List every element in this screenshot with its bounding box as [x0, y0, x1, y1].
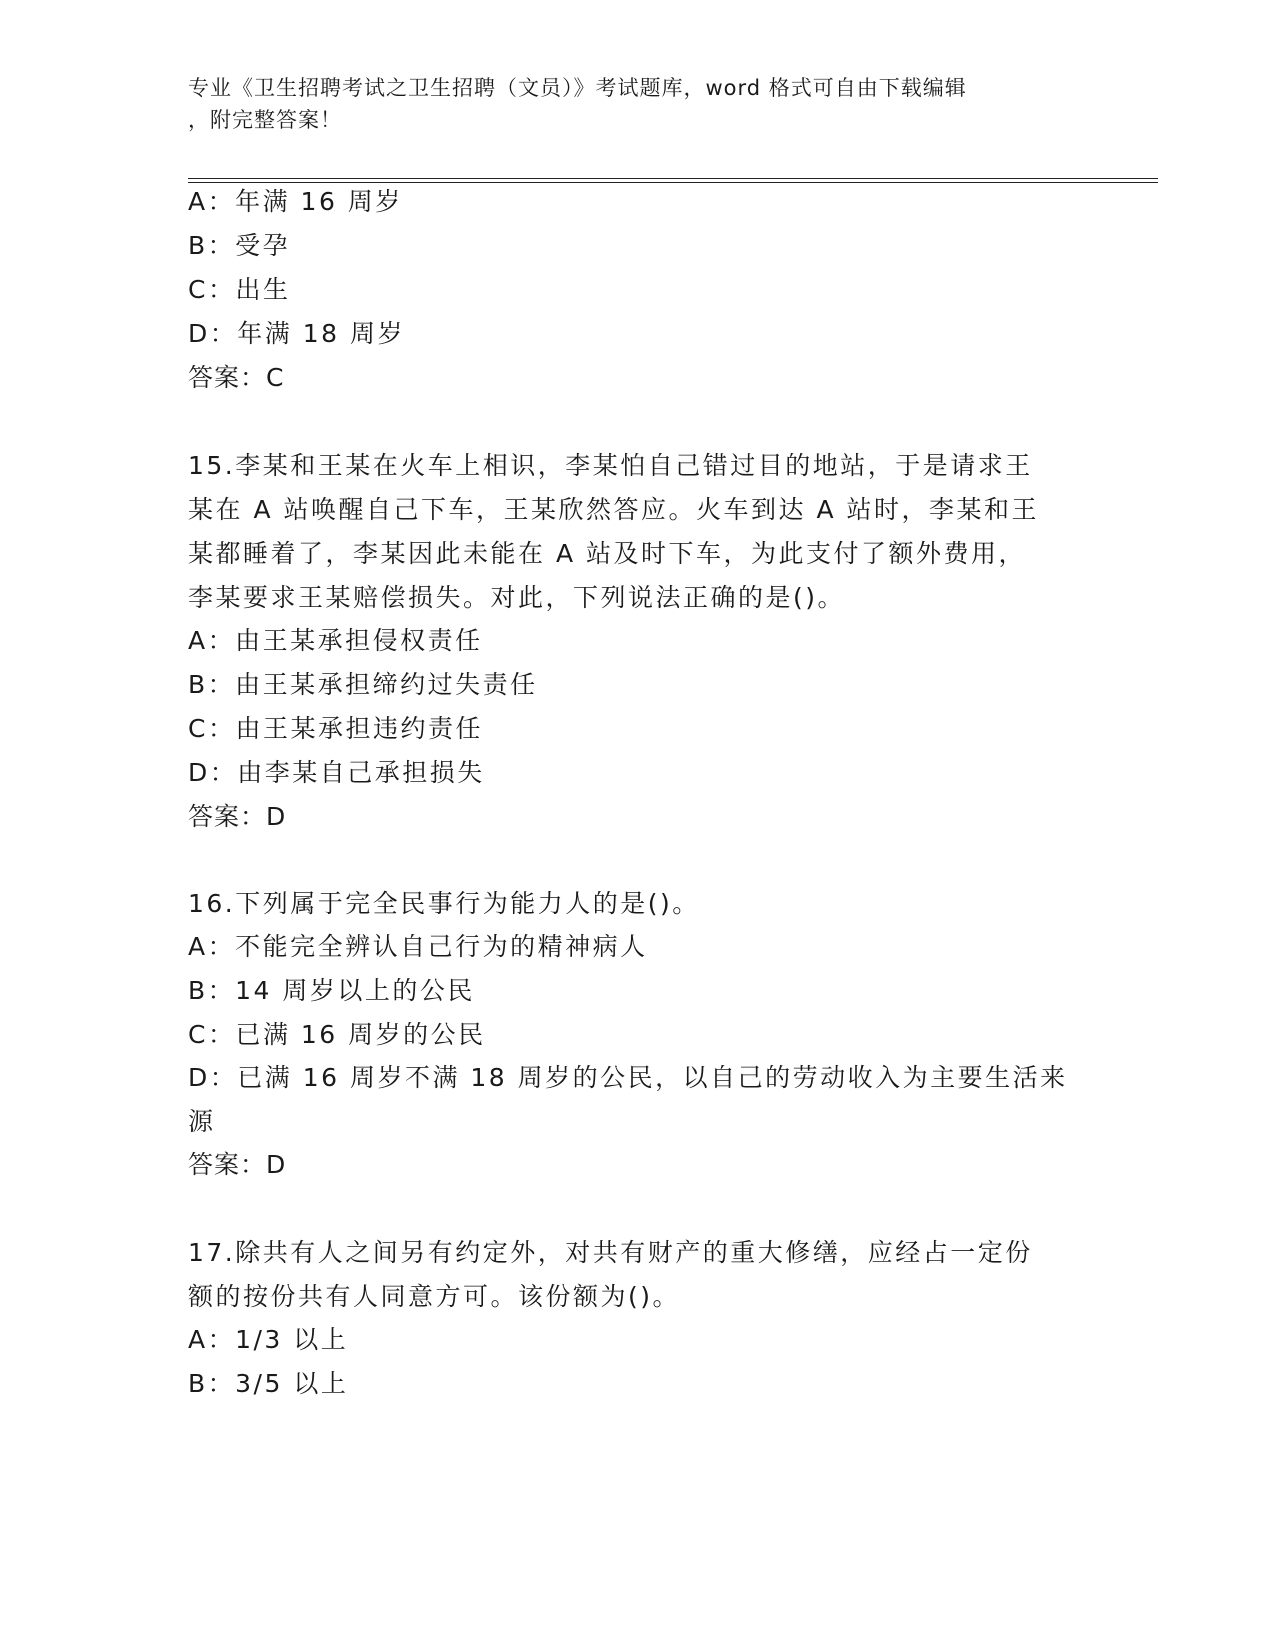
q15-answer: 答案：D: [188, 802, 287, 831]
q17-stem-line-1: 17.除共有人之间另有约定外，对共有财产的重大修缮，应经占一定份: [188, 1238, 1033, 1267]
q17-option-b: B：3/5 以上: [188, 1369, 349, 1398]
header-divider: [188, 178, 1158, 183]
q16-option-d-line-1: D：已满 16 周岁不满 18 周岁的公民，以自己的劳动收入为主要生活来: [188, 1063, 1068, 1092]
q15-option-a: A：由王某承担侵权责任: [188, 626, 483, 655]
q15-option-d: D：由李某自己承担损失: [188, 758, 485, 787]
q16-option-c: C：已满 16 周岁的公民: [188, 1020, 486, 1049]
q15-option-b: B：由王某承担缔约过失责任: [188, 670, 538, 699]
q15-stem-line-4: 李某要求王某赔偿损失。对此，下列说法正确的是()。: [188, 583, 846, 612]
q14-answer: 答案：C: [188, 363, 285, 392]
q14-option-a: A：年满 16 周岁: [188, 187, 403, 216]
q16-option-b: B：14 周岁以上的公民: [188, 976, 475, 1005]
header-line-1: 专业《卫生招聘考试之卫生招聘（文员）》考试题库，word 格式可自由下载编辑: [188, 76, 967, 100]
q15-stem-line-3: 某都睡着了，李某因此未能在 A 站及时下车，为此支付了额外费用，: [188, 539, 1026, 568]
q16-option-d-line-2: 源: [188, 1107, 216, 1136]
header-line-2: ，附完整答案！: [188, 108, 342, 132]
q16-answer: 答案：D: [188, 1150, 287, 1179]
q16-stem: 16.下列属于完全民事行为能力人的是()。: [188, 889, 700, 918]
document-header: [188, 72, 1068, 136]
q14-option-c: C：出生: [188, 275, 291, 304]
q14-option-d: D：年满 18 周岁: [188, 319, 405, 348]
q15-stem-line-2: 某在 A 站唤醒自己下车，王某欣然答应。火车到达 A 站时，李某和王: [188, 495, 1039, 524]
q17-stem-line-2: 额的按份共有人同意方可。该份额为()。: [188, 1282, 681, 1311]
q16-option-a: A：不能完全辨认自己行为的精神病人: [188, 932, 648, 961]
q14-option-b: B：受孕: [188, 231, 291, 260]
q17-option-a: A：1/3 以上: [188, 1325, 349, 1354]
q15-option-c: C：由王某承担违约责任: [188, 714, 483, 743]
q15-stem-line-1: 15.李某和王某在火车上相识，李某怕自己错过目的地站，于是请求王: [188, 451, 1033, 480]
